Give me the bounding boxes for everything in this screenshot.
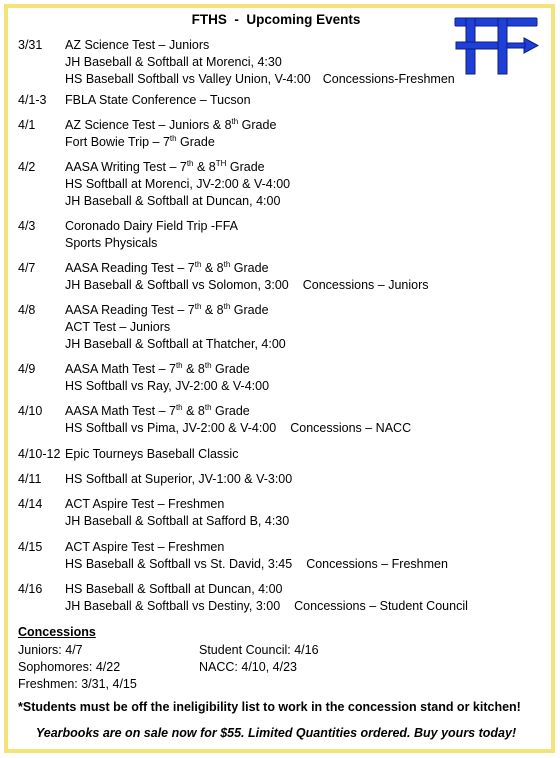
ordinal-suffix: th xyxy=(194,301,202,311)
event-concessions: Concessions – Student Council xyxy=(294,599,468,613)
event-line xyxy=(65,117,276,134)
event-text: Grade xyxy=(176,135,215,149)
event-text: Grade xyxy=(211,404,250,418)
event-text: HS Baseball & Softball at Duncan, 4:00 xyxy=(65,582,283,596)
event-details xyxy=(65,403,411,437)
event-line xyxy=(65,54,455,71)
event-text: AZ Science Test – Juniors xyxy=(65,38,210,52)
event-details xyxy=(65,581,468,615)
event-text: FBLA State Conference – Tucson xyxy=(65,93,251,107)
ordinal-suffix: th xyxy=(186,158,194,168)
event-text: & 8 xyxy=(201,261,224,275)
event-text: & 8 xyxy=(201,303,224,317)
event-text: HS Softball vs Ray, JV-2:00 & V-4:00 xyxy=(65,379,270,393)
event-text: AASA Writing Test – 7 xyxy=(65,160,187,174)
event-text: HS Softball vs Pima, JV-2:00 & V-4:00 xyxy=(65,421,277,435)
event-details xyxy=(65,218,238,252)
event-line xyxy=(65,539,448,556)
event-text: Sports Physicals xyxy=(65,236,158,250)
event-date: 4/16 xyxy=(18,582,43,596)
concessions-item: NACC: 4/10, 4/23 xyxy=(199,660,297,674)
event-date: 4/11 xyxy=(18,472,42,486)
event-line xyxy=(65,446,238,463)
event-details xyxy=(65,446,238,463)
event-text: JH Baseball & Softball at Morenci, 4:30 xyxy=(65,55,282,69)
event-concessions: Concessions – NACC xyxy=(290,421,412,435)
ordinal-suffix: TH xyxy=(215,158,227,168)
event-text: Grade xyxy=(230,303,269,317)
event-line xyxy=(65,92,251,109)
event-details xyxy=(65,471,292,488)
event-line xyxy=(65,496,289,513)
event-line xyxy=(65,336,286,353)
event-text: AASA Math Test – 7 xyxy=(65,362,176,376)
event-date: 4/15 xyxy=(18,540,43,554)
event-date: 4/10 xyxy=(18,404,43,418)
event-text: Coronado Dairy Field Trip -FFA xyxy=(65,219,238,233)
event-details xyxy=(65,302,286,353)
ordinal-suffix: th xyxy=(169,133,177,143)
event-line xyxy=(65,319,286,336)
ordinal-suffix: th xyxy=(204,402,212,412)
event-text: ACT Aspire Test – Freshmen xyxy=(65,497,225,511)
event-concessions: Concessions-Freshmen xyxy=(322,72,455,86)
event-details xyxy=(65,159,290,210)
event-concessions: Concessions – Freshmen xyxy=(306,557,448,571)
ordinal-suffix: th xyxy=(231,116,239,126)
event-text: HS Baseball & Softball vs St. David, 3:45 xyxy=(65,557,293,571)
event-text: Epic Tourneys Baseball Classic xyxy=(65,447,239,461)
event-text: AASA Reading Test – 7 xyxy=(65,261,195,275)
event-text: AZ Science Test – Juniors & 8 xyxy=(65,118,232,132)
event-text: HS Softball at Morenci, JV-2:00 & V-4:00 xyxy=(65,177,291,191)
ordinal-suffix: th xyxy=(175,402,183,412)
event-line xyxy=(65,193,290,210)
event-text: JH Baseball & Softball at Duncan, 4:00 xyxy=(65,194,281,208)
event-text: JH Baseball & Softball vs Solomon, 3:00 xyxy=(65,278,289,292)
event-text: ACT Test – Juniors xyxy=(65,320,171,334)
event-text: & 8 xyxy=(193,160,216,174)
event-line xyxy=(65,361,269,378)
event-text: HS Softball at Superior, JV-1:00 & V-3:00 xyxy=(65,472,293,486)
ordinal-suffix: th xyxy=(194,259,202,269)
event-text: JH Baseball & Softball vs Destiny, 3:00 xyxy=(65,599,281,613)
event-text: Fort Bowie Trip – 7 xyxy=(65,135,170,149)
ft-monogram-logo-icon xyxy=(452,16,540,76)
event-line xyxy=(65,302,286,319)
event-date: 4/3 xyxy=(18,219,36,233)
event-line xyxy=(65,71,455,88)
event-text: Grade xyxy=(226,160,265,174)
event-date: 4/2 xyxy=(18,160,36,174)
event-line xyxy=(65,37,455,54)
event-details xyxy=(65,260,429,294)
event-details xyxy=(65,361,269,395)
concessions-title: Concessions xyxy=(18,625,96,639)
event-text: Grade xyxy=(230,261,269,275)
event-details xyxy=(65,117,276,151)
concessions-item: Student Council: 4/16 xyxy=(199,643,319,657)
event-text: JH Baseball & Softball at Thatcher, 4:00 xyxy=(65,337,286,351)
event-line xyxy=(65,420,411,437)
event-line xyxy=(65,513,289,530)
event-line xyxy=(65,556,448,573)
event-date: 4/1-3 xyxy=(18,93,47,107)
event-text: JH Baseball & Softball at Safford B, 4:30 xyxy=(65,514,290,528)
page-title: FTHS - Upcoming Events xyxy=(191,12,361,27)
event-line xyxy=(65,176,290,193)
ordinal-suffix: th xyxy=(223,259,231,269)
yearbook-footer: Yearbooks are on sale now for $55. Limited Quantities ordered. Buy yours today! xyxy=(35,726,517,740)
event-line xyxy=(65,277,429,294)
event-text: Grade xyxy=(238,118,277,132)
event-date: 4/7 xyxy=(18,261,36,275)
event-line xyxy=(65,378,269,395)
event-text: & 8 xyxy=(182,404,205,418)
event-date: 3/31 xyxy=(18,38,43,52)
concessions-item: Juniors: 4/7 xyxy=(18,643,83,657)
event-details xyxy=(65,92,251,109)
event-text: Grade xyxy=(211,362,250,376)
event-text: AASA Math Test – 7 xyxy=(65,404,176,418)
eligibility-note: *Students must be off the ineligibility list to work in the concession stand or kitchen! xyxy=(18,700,521,714)
event-details xyxy=(65,539,448,573)
ordinal-suffix: th xyxy=(223,301,231,311)
event-date: 4/10-12 xyxy=(18,447,61,461)
event-line xyxy=(65,598,468,615)
event-date: 4/14 xyxy=(18,497,43,511)
event-details xyxy=(65,496,289,530)
event-text: & 8 xyxy=(182,362,205,376)
event-text: ACT Aspire Test – Freshmen xyxy=(65,540,225,554)
event-line xyxy=(65,218,238,235)
event-date: 4/1 xyxy=(18,118,36,132)
event-line xyxy=(65,235,238,252)
event-date: 4/8 xyxy=(18,303,36,317)
event-line xyxy=(65,159,290,176)
concessions-item: Sophomores: 4/22 xyxy=(18,660,121,674)
event-text: AASA Reading Test – 7 xyxy=(65,303,195,317)
event-line xyxy=(65,403,411,420)
event-line xyxy=(65,260,429,277)
event-details xyxy=(65,37,455,88)
ordinal-suffix: th xyxy=(204,360,212,370)
event-date: 4/9 xyxy=(18,362,36,376)
event-line xyxy=(65,581,468,598)
ordinal-suffix: th xyxy=(175,360,183,370)
concessions-item: Freshmen: 3/31, 4/15 xyxy=(18,677,137,691)
event-line xyxy=(65,471,292,488)
event-line xyxy=(65,134,276,151)
event-concessions: Concessions – Juniors xyxy=(302,278,429,292)
event-text: HS Baseball Softball vs Valley Union, V-4:00 xyxy=(65,72,311,86)
